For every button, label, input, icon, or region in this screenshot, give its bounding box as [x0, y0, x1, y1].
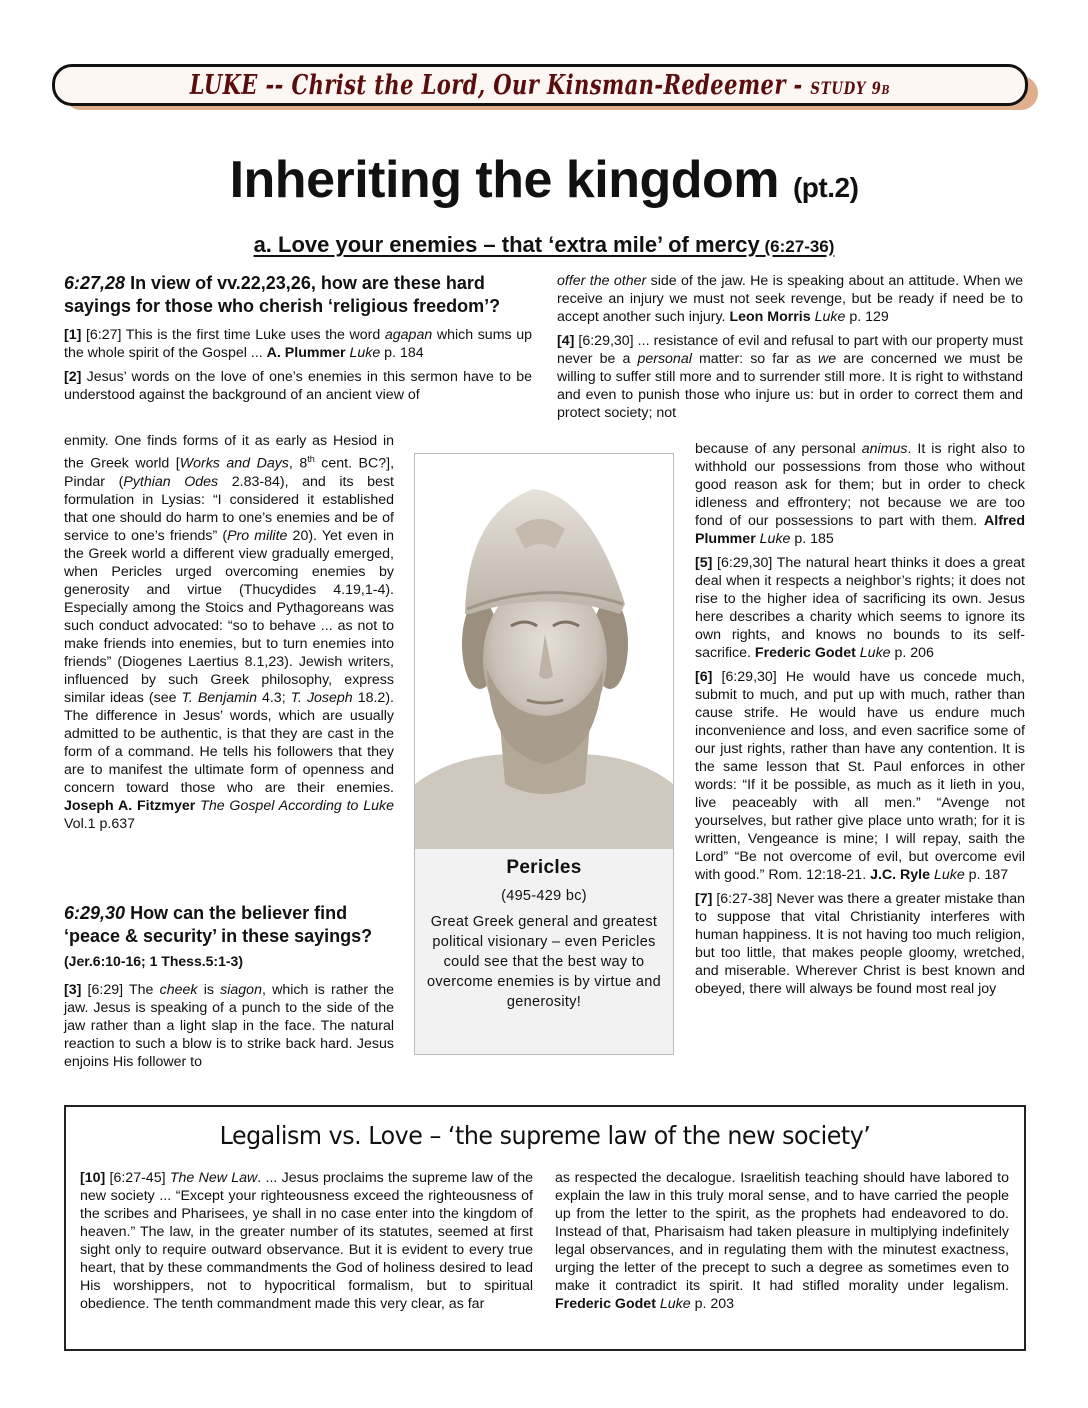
question-2-scripture: (Jer.6:10-16; 1 Thess.5:1-3)	[64, 953, 243, 969]
bust-illustration	[415, 454, 673, 849]
note-6: [6] [6:29,30] He would have us concede much, submit to much, and put up with much, rather than cause strife. He would have us endure much inconvenience and loss, and even sacrifice some of our just rights, rather than have any contention. It is the same lesson that St. Paul enforces in other words: “If it be possible, as much as it lieth in you, live peaceably with all men.” “Avenge not yourselves, but rather give place unto wrath; for it is written, Vengeance is mine; I will repay, saith the Lord” “Be not overcome of evil, but overcome evil with good.” Rom. 12:18-21. J.C. Ryle Luke p. 187	[695, 669, 1025, 883]
caption-description: Great Greek general and greatest political visionary – even Pericles could see that the best way to overcome enemies is by virtue and generosity!	[427, 914, 661, 1010]
right-column-top	[557, 272, 1023, 422]
figure-caption	[423, 858, 665, 1012]
note-5: [5] [6:29,30] The natural heart thinks it does a great deal when it respects a neighbor’s rights; it does not rise to the higher idea of sacrificing its own. Jesus here describes a charity which seems to ignore its own rights, and knows no bounds to its self-sacrifice. Frederic Godet Luke p. 206	[695, 555, 1025, 661]
note-4-continued: because of any personal animus. It is right also to withhold our possessions from those who without good reason ask for them; but in order to check idleness and effrontery; not because we are too fond of our possessions to part with them. Alfred Plummer Luke p. 185	[695, 441, 1025, 547]
left-column-top	[64, 272, 532, 404]
section-heading: a. Love your enemies – that ‘extra mile’ of mercy (6:27-36)	[253, 232, 835, 257]
note-4: [4] [6:29,30] ... resistance of evil and refusal to part with our property must never be a personal matter: so far as we are concerned we must be willing to suffer still more and to surrender still more. It is right to withstand and even to punish those who injure us: but in order to correct them and protect society; not	[557, 333, 1023, 421]
box-column-left: [10] [6:27-45] The New Law. ... Jesus proclaims the supreme law of the new society ... “Except your righteousness exceed the righteousness of the scribes and Pharisees, ye shall in no case enter into the kingdom of heaven.” The law, in the greater number of its statutes, seemed at first sight only to require outward observance. But it is evident to every true heart, that by these commandments the God of holiness desired to lead His worshippers, not to hypocritical formalism, but to spiritual obedience. The tenth commandment made this very clear, as far	[80, 1170, 533, 1312]
right-column-body	[695, 440, 1025, 1004]
question-2: 6:29,30 How can the believer find ‘peace & security’ in these sayings? (Jer.6:10-16; 1 Thess.5:1-3)	[64, 903, 373, 969]
section-reference: (6:27-36)	[759, 237, 835, 256]
note-3: [3] [6:29] The cheek is siagon, which is rather the jaw. Jesus is speaking of a punch to the side of the jaw rather than a light slap in the face. The natural reaction to such a blow is to strike back hard. Jesus enjoins His follower to	[64, 982, 395, 1070]
question-1: 6:27,28 In view of vv.22,23,26, how are these hard sayings for those who cherish ‘religious freedom’?	[64, 273, 501, 316]
note-3-continued: offer the other side of the jaw. He is speaking about an attitude. When we receive an injury we must not seek revenge, but be ready if need be to accept another such injury. Leon Morris Luke p. 129	[557, 273, 1023, 325]
legalism-vs-love-box	[64, 1105, 1026, 1351]
note-1: [1] [6:27] This is the first time Luke uses the word agapan which sums up the whole spirit of the Gospel ... A. Plummer Luke p. 184	[64, 327, 533, 361]
study-number: STUDY 9b	[810, 78, 891, 99]
part-label: (pt.2)	[792, 172, 859, 203]
pericles-bust-image	[415, 454, 673, 849]
caption-dates: (495-429 bc)	[501, 888, 587, 904]
box-column-right: as respected the decalogue. Israelitish teaching should have labored to explain the law in this truly moral sense, and to have carried the people up from the letter to the spirit, as the prophets had endeavored to do. Instead of that, Pharisaism had taken pleasure in multiplying indefinitely legal observances, and in regulating them with the minutest exactness, urging the letter of the precept to such a degree as sometimes even to make it contradict its spirit. It had stifled morality under legalism. Frederic Godet Luke p. 203	[555, 1170, 1009, 1312]
left-column-bottom	[64, 902, 394, 1077]
note-7: [7] [6:27-38] Never was there a greater mistake than to suppose that vital Christianity interferes with human happiness. It is not having too much religion, but too little, that makes people gloomy, wretched, and miserable. Wherever Christ is best known and obeyed, there will always be found most real joy	[695, 891, 1025, 997]
pericles-figure	[414, 453, 674, 1055]
caption-name: Pericles	[506, 857, 582, 878]
box-title: Legalism vs. Love – ‘the supreme law of the new society’	[219, 1121, 871, 1150]
series-banner	[52, 64, 1028, 106]
series-title: LUKE -- Christ the Lord, Our Kinsman-Redeemer - STUDY 9b	[189, 69, 891, 101]
note-2-lead: [2] Jesus’ words on the love of one’s enemies in this sermon have to be understood against the background of an ancient view of	[64, 369, 532, 403]
page-title: Inheriting the kingdom (pt.2)	[229, 151, 859, 209]
note-2-body: enmity. One finds forms of it as early as Hesiod in the Greek world [Works and Days, 8th cent. BC?], Pindar (Pythian Odes 2.83-84), and its best formulation in Lysias: “I considered it established that one should do harm to one’s enemies and be of service to one’s friends” (Pro milite 20). Yet even in the Greek world a different view gradually emerged, when Pericles urged overcoming enemies by generosity and virtue (Thucydides 4.19,1-4). Especially among the Stoics and Pythagoreans was such conduct advocated: “so to behave ... as not to make friends into enemies, but to turn enemies into friends” (Diogenes Laertius 8.1,23). Jewish writers, influenced by such Greek philosophy, express similar ideas (see T. Benjamin 4.3; T. Joseph 18.2). The difference in Jesus’ words, which are usually admitted to be authentic, is that they are cast in the form of a command. He tells his followers that they are to manifest the ultimate form of openness and concern toward those who are their enemies. Joseph A. Fitzmyer The Gospel According to Luke Vol.1 p.637	[64, 433, 395, 832]
